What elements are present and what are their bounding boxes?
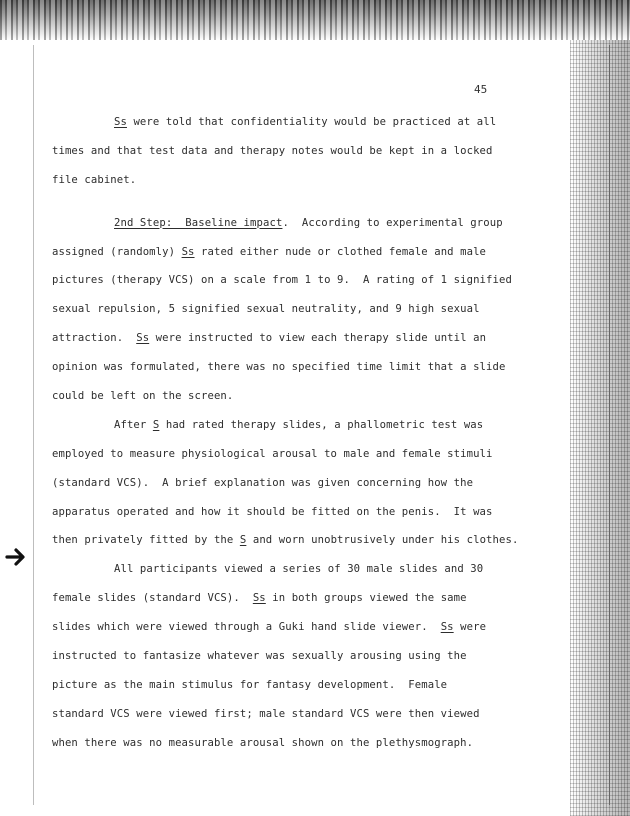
text-line — [52, 108, 542, 137]
text-run: attraction. — [52, 332, 137, 345]
paragraph-phallometric-test — [52, 411, 542, 555]
text-run: had rated therapy slides, a phallometric test was — [159, 418, 484, 431]
text-run: times and that test data and therapy notes would be kept in a locked — [52, 144, 493, 157]
text-run: S — [152, 418, 160, 431]
text-run: were told that confidentiality would be practiced at all — [126, 116, 497, 128]
text-run: Ss — [252, 592, 266, 605]
text-line — [52, 729, 542, 758]
text-run: file cabinet. — [52, 173, 137, 186]
page-number: 45 — [474, 83, 488, 96]
text-line — [52, 469, 542, 498]
text-line — [52, 526, 542, 555]
text-run: slides which were viewed through a Guki hand slide viewer. — [52, 621, 441, 634]
text-run: sexual repulsion, 5 signified sexual neutrality, and 9 high sexual — [52, 303, 480, 316]
text-line — [52, 295, 542, 324]
text-line — [52, 700, 542, 729]
text-run: opinion was formulated, there was no specified time limit that a slide — [52, 361, 506, 374]
text-run: were instructed to view each therapy slide until an — [149, 332, 487, 345]
text-run: Ss — [114, 116, 127, 128]
text-run: After — [114, 418, 153, 431]
text-line — [52, 266, 542, 295]
text-line — [52, 440, 542, 469]
text-line — [52, 642, 542, 671]
paragraph-baseline-impact — [52, 209, 542, 411]
document-body — [52, 108, 542, 758]
paragraph-gap — [52, 195, 542, 209]
paragraph-confidentiality — [52, 108, 542, 195]
text-line — [52, 671, 542, 700]
section-heading: 2nd Step: Baseline impact — [114, 216, 283, 229]
text-line — [52, 324, 542, 353]
text-run: pictures (therapy VCS) on a scale from 1 to 9. A rating of 1 signified — [52, 274, 512, 287]
text-line — [52, 209, 542, 238]
scan-top-edge — [0, 0, 630, 40]
text-run: (standard VCS). A brief explanation was given concerning how the — [52, 476, 474, 489]
text-line — [52, 584, 542, 613]
text-run: Ss — [181, 245, 195, 258]
scan-right-edge — [570, 40, 630, 816]
text-run: All participants viewed a series of 30 male slides and 30 — [114, 563, 484, 576]
text-line — [52, 382, 542, 411]
text-line — [52, 498, 542, 527]
text-run: S — [239, 534, 247, 547]
text-line — [52, 353, 542, 382]
text-line — [52, 166, 542, 195]
text-line — [52, 411, 542, 440]
scan-right-border — [609, 45, 610, 805]
text-run: when there was no measurable arousal shown on the plethysmograph. — [52, 736, 474, 749]
text-run: female slides (standard VCS). — [52, 592, 253, 605]
text-run: Ss — [136, 332, 150, 345]
text-run: picture as the main stimulus for fantasy development. Female — [52, 678, 448, 691]
text-run: and worn unobtrusively under his clothes. — [246, 534, 519, 547]
text-run: standard VCS were viewed first; male standard VCS were then viewed — [52, 707, 480, 720]
text-run: apparatus operated and how it should be fitted on the penis. It was — [52, 505, 493, 518]
text-line — [52, 613, 542, 642]
text-run: Ss — [440, 621, 454, 634]
text-run: instructed to fantasize whatever was sexually arousing using the — [52, 650, 467, 663]
paragraph-participants — [52, 555, 542, 757]
text-line — [52, 555, 542, 584]
text-run: employed to measure physiological arousal to male and female stimuli — [52, 447, 493, 460]
text-run: . According to experimental group — [282, 216, 503, 229]
text-run: then privately fitted by the — [52, 534, 240, 547]
text-run: could be left on the screen. — [52, 390, 234, 403]
text-line — [52, 238, 542, 267]
text-run: were — [453, 621, 487, 634]
text-run: rated either nude or clothed female and male — [194, 245, 487, 258]
text-line — [52, 137, 542, 166]
text-run: assigned (randomly) — [52, 245, 182, 258]
text-run: in both groups viewed the same — [265, 592, 467, 605]
arrow-right-icon — [5, 546, 27, 568]
scan-left-border — [33, 45, 34, 805]
